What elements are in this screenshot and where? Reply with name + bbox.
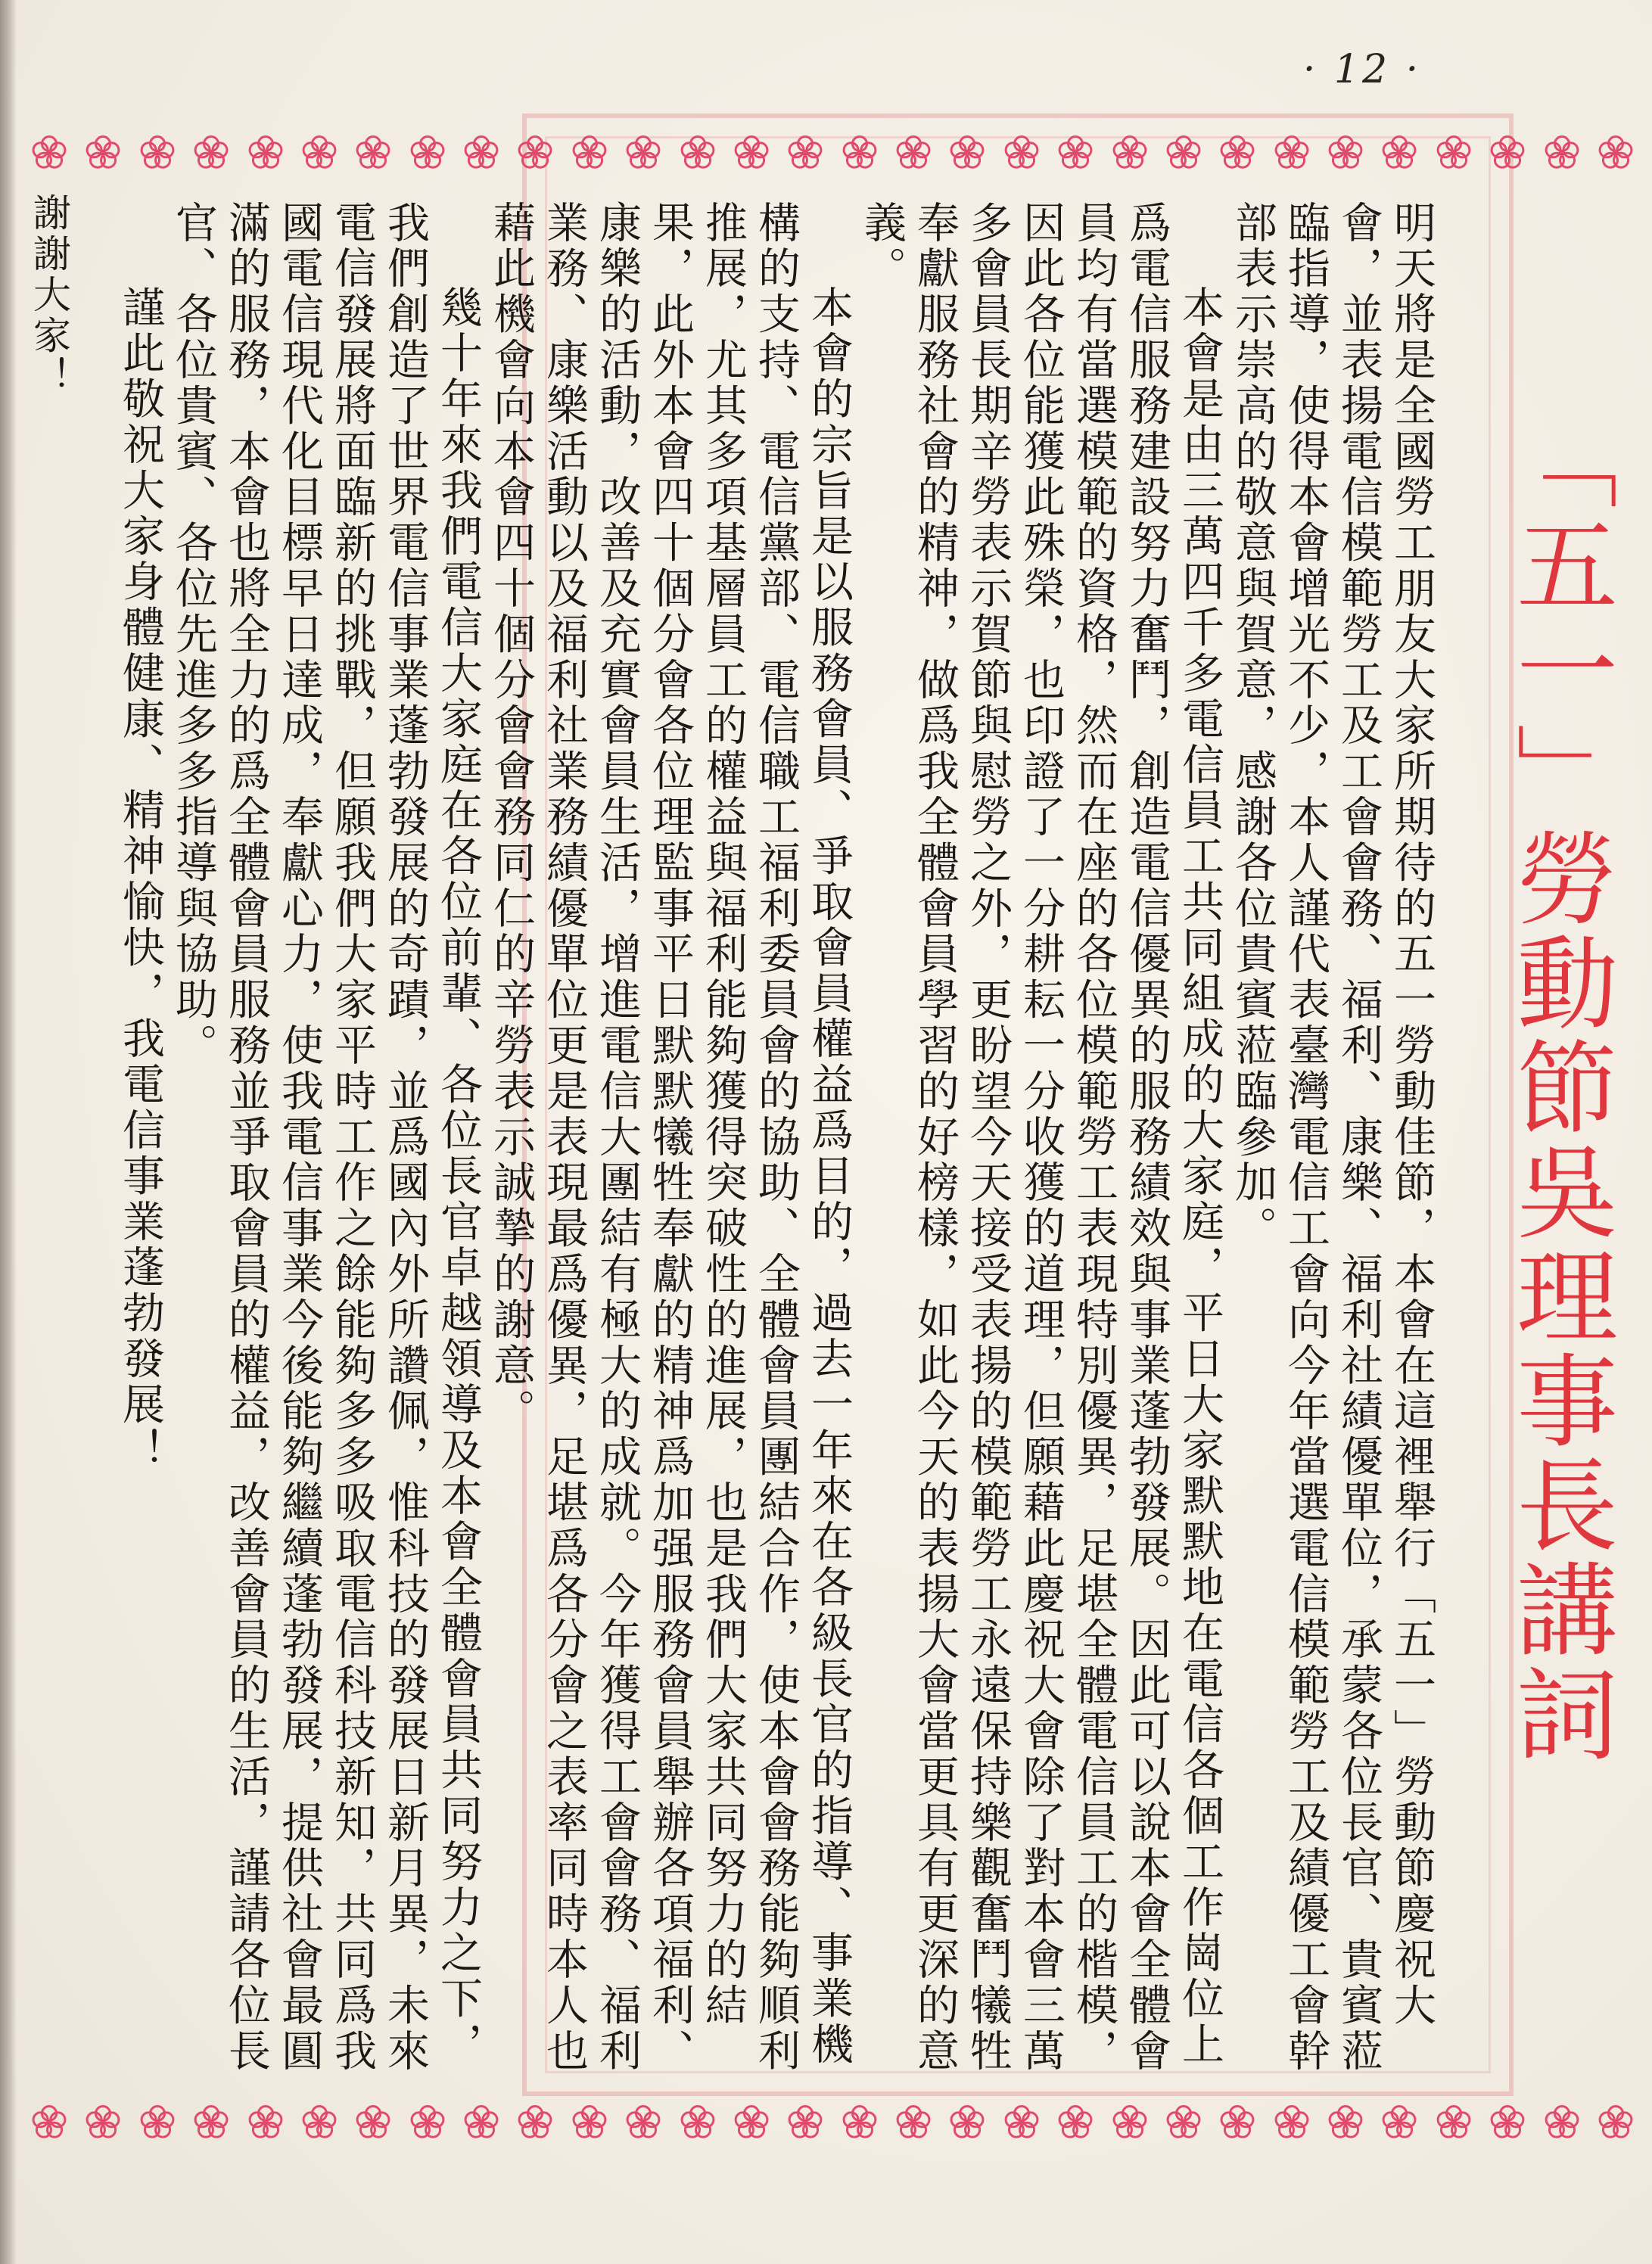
plum-blossom-icon: [1056, 2104, 1094, 2141]
paragraph-5: 謹此敬祝大家身體健康、精神愉快，我電信事業蓬勃發展！: [116, 285, 165, 1474]
article-title: 「五一」勞動節吳理事長講詞: [1500, 409, 1618, 1766]
plum-blossom-icon: [138, 2104, 176, 2141]
plum-blossom-icon: [1218, 134, 1256, 172]
paragraph-4: 幾十年來我們電信大家庭在各位前輩、各位長官卓越領導及本會全體會員共同努力之下，我們創造了世界電信事業蓬勃發展的奇蹟，並爲國內外所讚佩，惟科技的發展日新月異，未來電信發展將面臨新的挑戰，但願我們大家平時工作之餘能夠多多吸取電信科技新知，共同爲我國電信現代化目標早日達成，奉獻心力，使我電信事業今後能夠繼續蓬勃發展，提供社會最圓滿的服務，本會也將全力的爲全體會員服務並爭取會員的權益，改善會員的生活，謹請各位長官、各位貴賓、各位先進多多指導與協助。: [169, 201, 483, 2075]
plum-blossom-icon: [733, 134, 770, 172]
plum-blossom-icon: [679, 2104, 717, 2141]
plum-blossom-icon: [894, 2104, 932, 2141]
paragraph-3: 本會的宗旨是以服務會員、爭取會員權益爲目的，過去一年來在各級長官的指導、事業機構的支持、電信黨部、電信職工福利委員會的協助、全體會員團結合作，使本會會務能夠順利推展，尤其多項基層員工的權益與福利能夠獲得突破性的進展，也是我們大家共同努力的結果，此外本會四十個分會各位理監事平日默默犧牲奉獻的精神爲加强服務會員舉辦各項福利、康樂的活動，改善及充實會員生活，增進電信大團結有極大的成就。今年獲得工會會務、福利業務、康樂活動以及福利社業務績優單位更是表現最爲優異，足堪爲各分會之表率同時本人也藉此機會向本會四十個分會會務同仁的辛勞表示誠摯的謝意。: [487, 201, 854, 2075]
plum-blossom-icon: [1273, 134, 1311, 172]
plum-blossom-icon: [462, 134, 500, 172]
plum-blossom-icon: [247, 134, 285, 172]
top-ornament-border: [30, 130, 1635, 176]
plum-blossom-icon: [733, 2104, 770, 2141]
plum-blossom-icon: [1543, 134, 1581, 172]
plum-blossom-icon: [84, 134, 122, 172]
plum-blossom-icon: [1543, 2104, 1581, 2141]
plum-blossom-icon: [30, 134, 68, 172]
plum-blossom-icon: [1435, 134, 1473, 172]
plum-blossom-icon: [1597, 134, 1635, 172]
plum-blossom-icon: [354, 2104, 392, 2141]
plum-blossom-icon: [247, 2104, 285, 2141]
plum-blossom-icon: [516, 134, 554, 172]
plum-blossom-icon: [841, 2104, 879, 2141]
plum-blossom-icon: [1380, 2104, 1418, 2141]
plum-blossom-icon: [571, 134, 608, 172]
plum-blossom-icon: [1273, 2104, 1311, 2141]
plum-blossom-icon: [192, 134, 230, 172]
plum-blossom-icon: [1111, 134, 1149, 172]
plum-blossom-icon: [192, 2104, 230, 2141]
plum-blossom-icon: [1165, 134, 1202, 172]
plum-blossom-icon: [1489, 2104, 1526, 2141]
plum-blossom-icon: [84, 2104, 122, 2141]
plum-blossom-icon: [1003, 134, 1041, 172]
plum-blossom-icon: [786, 134, 824, 172]
plum-blossom-icon: [300, 134, 338, 172]
plum-blossom-icon: [138, 134, 176, 172]
article-body: [114, 201, 1438, 2077]
plum-blossom-icon: [679, 134, 717, 172]
plum-blossom-icon: [354, 134, 392, 172]
paragraph-1: 明天將是全國勞工朋友大家所期待的五一勞動佳節，本會在這裡舉行「五一」勞動節慶祝大會，並表揚電信模範勞工及工會會務、福利、康樂、福利社績優單位，承蒙各位長官、貴賓蒞臨指導，使得本會增光不少，本人謹代表臺灣電信工會向今年當選電信模範勞工及績優工會幹部表示崇高的敬意與賀意，感謝各位貴賓蒞臨參加。: [1228, 201, 1436, 2075]
plum-blossom-icon: [1111, 2104, 1149, 2141]
plum-blossom-icon: [624, 2104, 662, 2141]
plum-blossom-icon: [1218, 2104, 1256, 2141]
plum-blossom-icon: [624, 134, 662, 172]
paragraph-2: 本會是由三萬四千多電信員工共同組成的大家庭，平日大家默默地在電信各個工作崗位上爲電信服務建設努力奮鬥，創造電信優異的服務績效與事業蓬勃發展。因此可以說本會全體會員均有當選模範的資格，然而在座的各位模範勞工表現特別優異，足堪全體電信員工的楷模，因此各位能獲此殊榮，也印證了一分耕耘一分收獲的道理，但願藉此慶祝大會除了對本會三萬多會員長期辛勞表示賀節與慰勞之外，更盼望今天接受表揚的模範勞工永遠保持樂觀奮鬥犧牲奉獻服務社會的精神，做爲我全體會員學習的好榜樣，如此今天的表揚大會當更具有更深的意義。: [857, 201, 1224, 2075]
plum-blossom-icon: [516, 2104, 554, 2141]
plum-blossom-icon: [409, 134, 446, 172]
plum-blossom-icon: [841, 134, 879, 172]
plum-blossom-icon: [1165, 2104, 1202, 2141]
bottom-ornament-border: [30, 2100, 1635, 2145]
plum-blossom-icon: [1327, 2104, 1364, 2141]
plum-blossom-icon: [1380, 134, 1418, 172]
plum-blossom-icon: [948, 2104, 986, 2141]
closing-thanks: 謝謝大家！: [27, 193, 71, 397]
plum-blossom-icon: [409, 2104, 446, 2141]
plum-blossom-icon: [1435, 2104, 1473, 2141]
plum-blossom-icon: [894, 134, 932, 172]
plum-blossom-icon: [1003, 2104, 1041, 2141]
page-number: · 12 ·: [1302, 47, 1422, 92]
plum-blossom-icon: [786, 2104, 824, 2141]
plum-blossom-icon: [1327, 134, 1364, 172]
plum-blossom-icon: [1489, 134, 1526, 172]
plum-blossom-icon: [30, 2104, 68, 2141]
plum-blossom-icon: [1597, 2104, 1635, 2141]
plum-blossom-icon: [1056, 134, 1094, 172]
page-binding-shadow: [0, 0, 17, 2264]
plum-blossom-icon: [571, 2104, 608, 2141]
plum-blossom-icon: [948, 134, 986, 172]
plum-blossom-icon: [462, 2104, 500, 2141]
plum-blossom-icon: [300, 2104, 338, 2141]
